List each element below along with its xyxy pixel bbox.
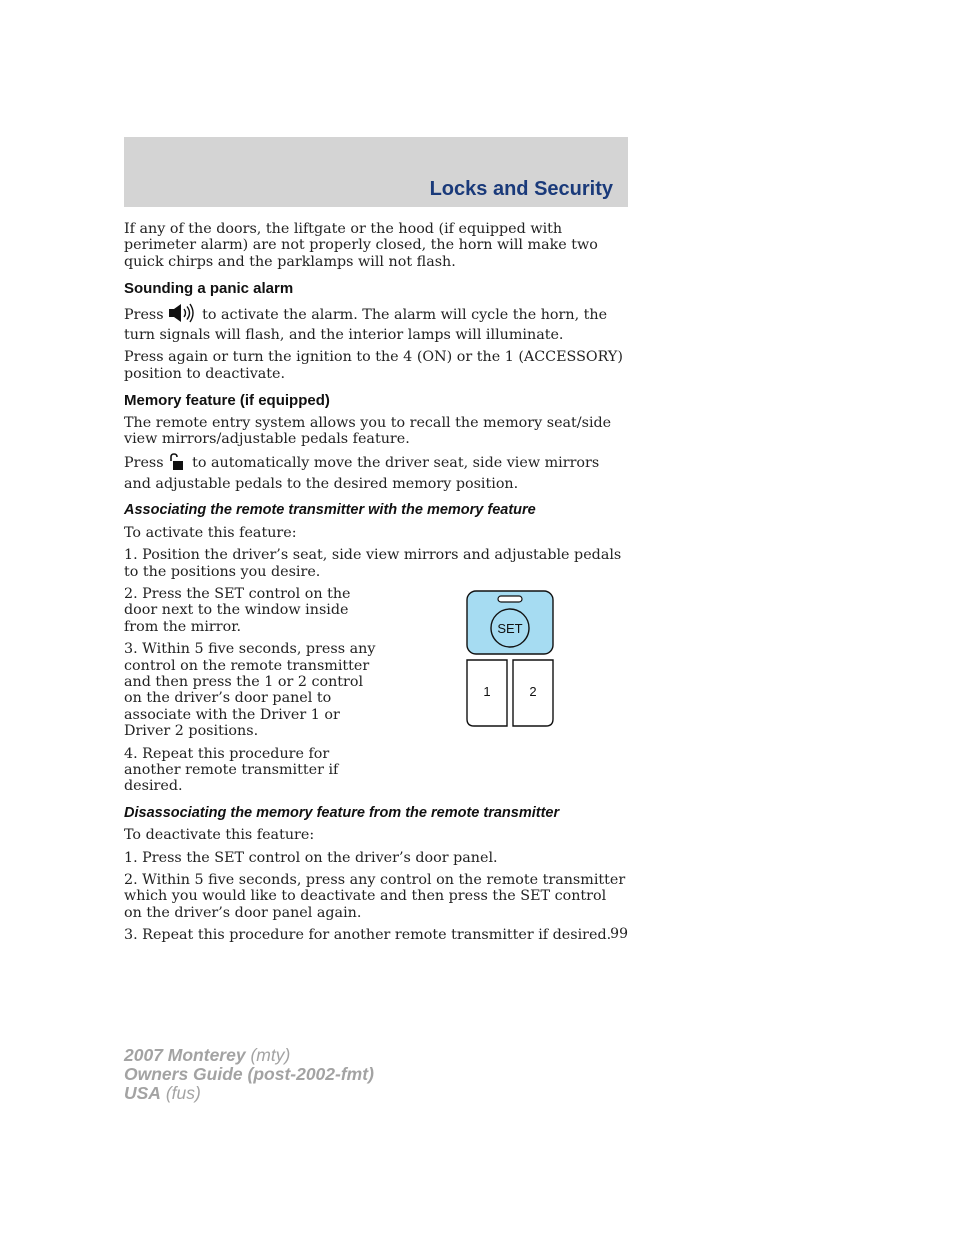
panic-paragraph-2: Press again or turn the ignition to the 4 (ON) or the 1 (ACCESSORY) position to deactivate. (124, 349, 623, 382)
footer-region-code: (fus) (165, 1083, 201, 1103)
memory-paragraph-2 (124, 453, 628, 492)
disassoc-step-1: 1. Press the SET control on the driver’s door panel. (124, 849, 498, 866)
panic-description: to activate the alarm. The alarm will cycle the horn, the turn signals will flash, and the interior lamps will illuminate. (124, 306, 608, 344)
section-title: Locks and Security (429, 178, 613, 200)
footer-model: 2007 Monterey (124, 1045, 246, 1065)
disassoc-heading: Disassociating the memory feature from the remote transmitter (124, 804, 560, 821)
content (124, 221, 628, 950)
assoc-intro: To activate this feature: (124, 524, 297, 541)
intro-paragraph: If any of the doors, the liftgate or the hood (if equipped with perimeter alarm) are not properly closed, the horn will make two quick chirps and the parklamps will not flash. (124, 221, 598, 270)
footer-line-2 (124, 1065, 374, 1084)
indicator-light (498, 596, 522, 602)
assoc-step-3: 3. Within 5 five seconds, press any control on the remote transmitter and then press the 1 or 2 control on the driver’s door panel to associate with the Driver 1 or Driver 2 positions. (124, 641, 376, 740)
panic-press-label: Press (124, 306, 164, 323)
assoc-step-1: 1. Position the driver’s seat, side view mirrors and adjustable pedals to the positions you desire. (124, 547, 622, 580)
memory-description: to automatically move the driver seat, side view mirrors and adjustable pedals to the desired memory position. (124, 455, 600, 492)
disassoc-intro: To deactivate this feature: (124, 827, 315, 844)
panic-horn-icon (168, 303, 194, 327)
memory-button-2-label: 2 (529, 683, 537, 699)
disassoc-step-2: 2. Within 5 five seconds, press any control on the remote transmitter which you would like to deactivate and then press the SET control on the driver’s door panel again. (124, 872, 626, 921)
disassoc-step-3: 3. Repeat this procedure for another remote transmitter if desired. (124, 927, 612, 944)
memory-button-1-label: 1 (483, 683, 491, 699)
memory-control-figure (466, 590, 554, 728)
panic-paragraph-1 (124, 303, 628, 344)
page-number: 99 (610, 926, 628, 942)
footer-region: USA (124, 1083, 161, 1103)
footer-model-code: (mty) (250, 1045, 291, 1065)
memory-paragraph-1: The remote entry system allows you to recall the memory seat/side view mirrors/adjustable pedals feature. (124, 414, 612, 448)
assoc-steps-text (124, 586, 384, 795)
memory-heading: Memory feature (if equipped) (124, 392, 330, 410)
footer (124, 1046, 374, 1103)
panic-heading: Sounding a panic alarm (124, 280, 294, 298)
memory-press-label: Press (124, 455, 164, 472)
footer-guide: Owners Guide (post-2002-fmt) (124, 1064, 374, 1084)
assoc-figure-row (124, 586, 628, 795)
footer-line-3 (124, 1084, 374, 1103)
set-button-label: SET (497, 620, 523, 636)
assoc-heading: Associating the remote transmitter with the memory feature (124, 502, 536, 519)
footer-line-1 (124, 1046, 374, 1065)
unlock-icon (168, 453, 184, 475)
assoc-step-2: 2. Press the SET control on the door next to the window inside from the mirror. (124, 585, 351, 635)
header-bar (124, 137, 628, 207)
assoc-step-4: 4. Repeat this procedure for another remote transmitter if desired. (124, 745, 339, 795)
